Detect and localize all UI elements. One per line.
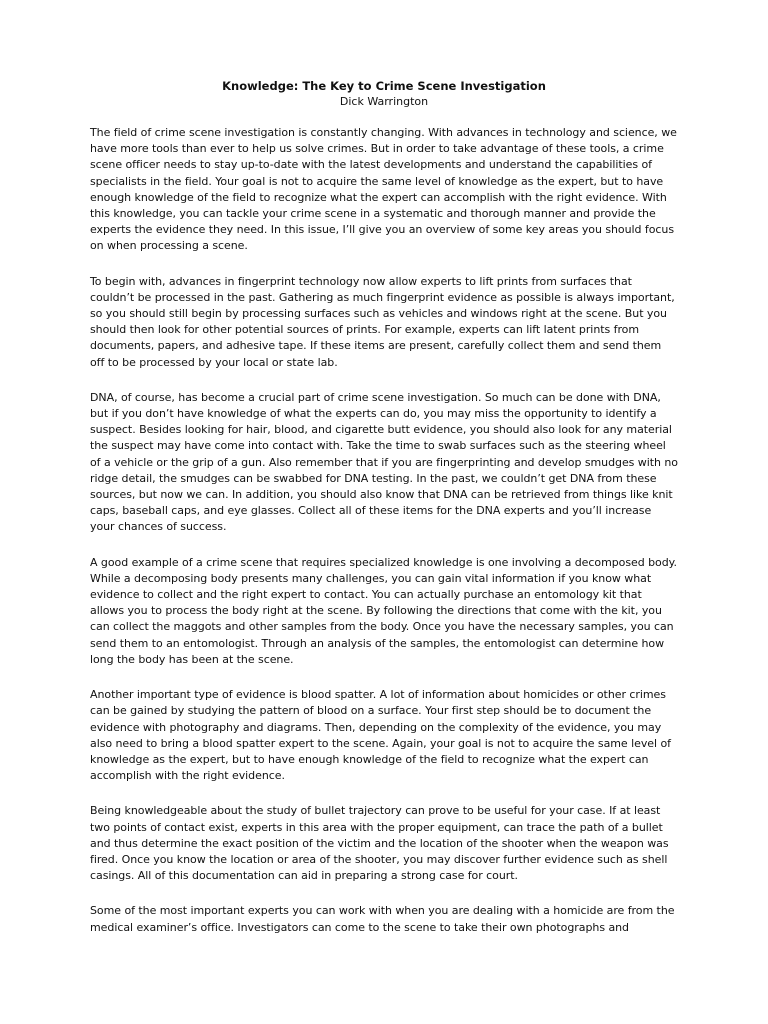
document-author: Dick Warrington — [339, 95, 429, 108]
paragraph-decomposed-body: A good example of a crime scene that requires specialized knowledge is one involving a decomposed body. While a decomposing body presents many challenges, you can gain vital information if you know what evidence to collect and the right expert to contact. You can actually purchase an entomology kit that allows you to process the body right at the scene. By following the directions that come with the kit, you can collect the maggots and other samples from the body. Once you have the necessary samples, you can send them to an entomologist. Through an analysis of the samples, the entomologist can determine how long the body has been at the scene. — [90, 555, 678, 666]
paragraph-bullet-trajectory: Being knowledgeable about the study of bullet trajectory can prove to be useful for your case. If at least two points of contact exist, experts in this area with the proper equipment, can trace the path of a bullet and thus determine the exact position of the victim and the location of the shooter when the weapon was fired. Once you know the location or area of the shooter, you may discover further evidence such as shell casings. All of this documentation can aid in preparing a strong case for court. — [90, 804, 669, 883]
paragraph-blood-spatter: Another important type of evidence is blood spatter. A lot of information about homicides or other crimes can be gained by studying the pattern of blood on a surface. Your first step should be to document the evidence with photography and diagrams. Then, depending on the complexity of the evidence, you may also need to bring a blood spatter expert to the scene. Again, your goal is not to acquire the same level of knowledge as the expert, but to have enough knowledge of the field to recognize what the expert can accomplish with the right evidence. — [90, 688, 671, 783]
document-body — [90, 78, 678, 955]
document-title: Knowledge: The Key to Crime Scene Investigation — [222, 79, 546, 93]
paragraph-fingerprints: To begin with, advances in fingerprint technology now allow experts to lift prints from surfaces that couldn’t be processed in the past. Gathering as much fingerprint evidence as possible is always important, so you should still begin by processing surfaces such as vehicles and windows right at the scene. But you should then look for other potential sources of prints. For example, experts can lift latent prints from documents, papers, and adhesive tape. If these items are present, carefully collect them and send them off to be processed by your local or state lab. — [90, 274, 675, 369]
paragraph-introduction: The field of crime scene investigation is constantly changing. With advances in technology and science, we have more tools than ever to help us solve crimes. But in order to take advantage of these tools, a crime scene officer needs to stay up-to-date with the latest developments and understand the capabilities of specialists in the field. Your goal is not to acquire the same level of knowledge as the expert, but to have enough knowledge of the field to recognize what the expert can accomplish with the right evidence. With this knowledge, you can tackle your crime scene in a systematic and thorough manner and provide the experts the evidence they need. In this issue, I’ll give you an overview of some key areas you should focus on when processing a scene. — [90, 126, 677, 253]
paragraph-medical-examiner: Some of the most important experts you can work with when you are dealing with a homicide are from the medical examiner’s office. Investigators can come to the scene to take their own photographs and — [90, 904, 675, 934]
paragraph-dna: DNA, of course, has become a crucial part of crime scene investigation. So much can be done with DNA, but if you don’t have knowledge of what the experts can do, you may miss the opportunity to identify a suspect. Besides looking for hair, blood, and cigarette butt evidence, you should also look for any material the suspect may have come into contact with. Take the time to swab surfaces such as the steering wheel of a vehicle or the grip of a gun. Also remember that if you are fingerprinting and develop smudges with no ridge detail, the smudges can be swabbed for DNA testing. In the past, we couldn’t get DNA from these sources, but now we can. In addition, you should also know that DNA can be retrieved from things like knit caps, baseball caps, and eye glasses. Collect all of these items for the DNA experts and you’ll increase your chances of success. — [90, 390, 678, 534]
